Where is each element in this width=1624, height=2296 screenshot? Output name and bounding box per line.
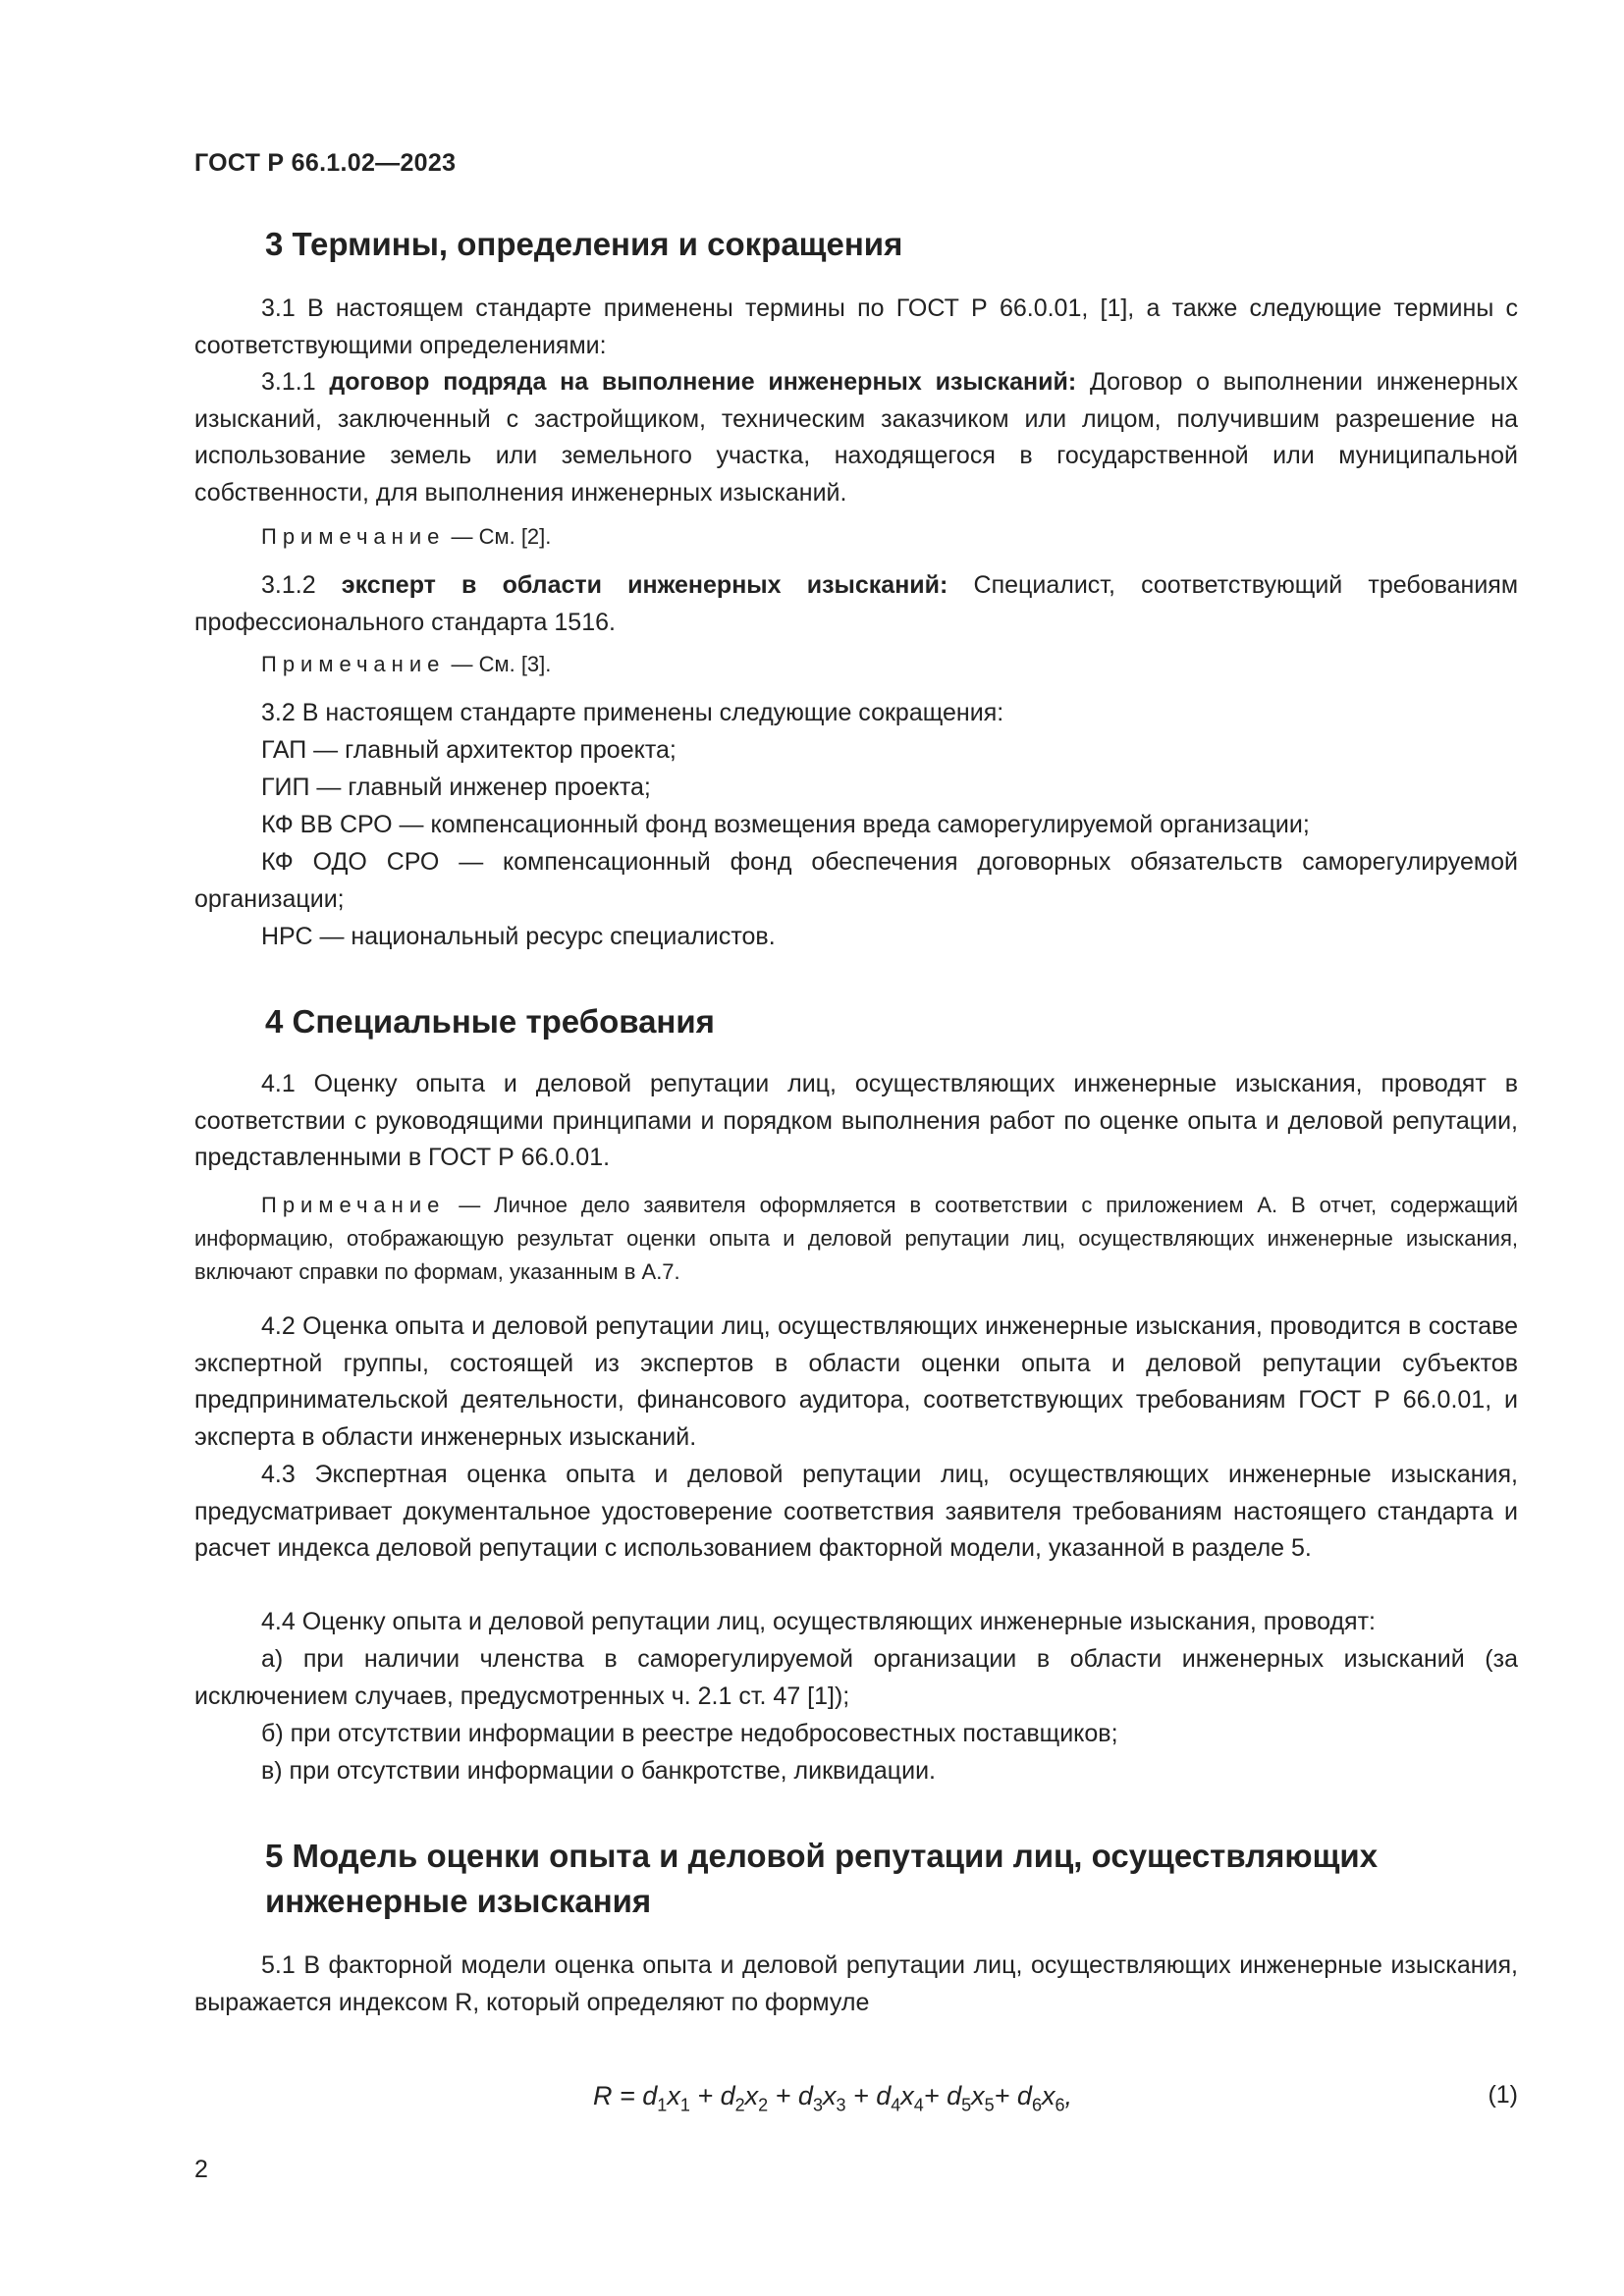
- paragraph-4-4: 4.4 Оценку опыта и деловой репутации лиц, осуществляющих инженерные изыскания, проводят:: [261, 1608, 1376, 1635]
- note-2: [261, 648, 551, 681]
- list-item-c: в) при отсутствии информации о банкротстве, ликвидации.: [261, 1757, 936, 1785]
- paragraph-4-3: 4.3 Экспертная оценка опыта и деловой репутации лиц, осуществляющих инженерные изыскания, предусматривает документальное удостоверение соответствия заявителя требованиям настоящего стандарта и расчет индекса деловой репутации с использованием факторной модели, указанной в разделе 5.: [194, 1461, 1518, 1562]
- note-text: — Личное дело заявителя оформляется в соответствии с приложением А. В отчет, содержащий информацию, отображающую результат оценки опыта и деловой репутации лиц, осуществляющих инженерные изыскания, включают справки по формам, указанным в А.7.: [194, 1193, 1518, 1284]
- list-item-b: б) при отсутствии информации в реестре недобросовестных поставщиков;: [261, 1720, 1118, 1747]
- term-number: 3.1.1: [261, 368, 316, 396]
- page-number: 2: [194, 2156, 208, 2183]
- formula-1: $R = d_1x_1 + d_2x_2 + d_3x_3 + d_4x_4+ d_5x_5+ d_6x_6$,: [593, 2081, 1072, 2115]
- abbreviation-item: НРС — национальный ресурс специалистов.: [261, 923, 776, 950]
- note-3: [194, 1189, 1518, 1289]
- paragraph-4-1: 4.1 Оценку опыта и деловой репутации лиц, осуществляющих инженерные изыскания, проводят в соответствии с руководящими принципами и порядком выполнения работ по оценке опыта и деловой репутации, представленными в ГОСТ Р 66.0.01.: [194, 1070, 1518, 1171]
- list-item-a: а) при наличии членства в саморегулируемой организации в области инженерных изысканий (за исключением случаев, предусмотренных ч. 2.1 ст. 47 [1]);: [194, 1645, 1518, 1710]
- paragraph-3-1-1: [194, 364, 1518, 511]
- section-4-title: 4 Специальные требования: [265, 1003, 715, 1040]
- section-5-title-line2: инженерные изыскания: [265, 1883, 652, 1919]
- term-number: 3.1.2: [261, 571, 316, 599]
- note-label: Примечание: [261, 652, 446, 676]
- document-header: ГОСТ Р 66.1.02—2023: [194, 149, 457, 177]
- abbreviation-item: КФ ОДО СРО — компенсационный фонд обеспечения договорных обязательств саморегулируемой организации;: [194, 848, 1518, 913]
- paragraph-3-2: 3.2 В настоящем стандарте применены следующие сокращения:: [261, 699, 1004, 726]
- note-label: Примечание: [261, 1193, 446, 1217]
- note-text: — См. [2].: [451, 524, 552, 549]
- paragraph-5-1: 5.1 В факторной модели оценка опыта и деловой репутации лиц, осуществляющих инженерные изыскания, выражается индексом R, который определяют по формуле: [194, 1951, 1518, 2016]
- section-3-title: 3 Термины, определения и сокращения: [265, 226, 903, 262]
- paragraph-3-1: 3.1 В настоящем стандарте применены термины по ГОСТ Р 66.0.01, [1], а также следующие термины с соответствующими определениями:: [194, 294, 1518, 359]
- note-text: — См. [3].: [451, 652, 552, 676]
- abbreviation-item: ГАП — главный архитектор проекта;: [261, 736, 677, 764]
- term-definition: Договор о выполнении инженерных изысканий, заключенный с застройщиком, техническим заказчиком или лицом, получившим разрешение на использование земель или земельного участка, находящегося в государственной или муниципальной собственности, для выполнения инженерных изысканий.: [194, 368, 1518, 507]
- formula-number: (1): [1488, 2081, 1518, 2109]
- paragraph-4-2: 4.2 Оценка опыта и деловой репутации лиц, осуществляющих инженерные изыскания, проводится в составе экспертной группы, состоящей из экспертов в области оценки опыта и деловой репутации субъектов предпринимательской деятельности, финансового аудитора, соответствующих требованиям ГОСТ Р 66.0.01, и эксперта в области инженерных изысканий.: [194, 1312, 1518, 1451]
- paragraph-3-1-2: [194, 567, 1518, 641]
- section-5-title: [265, 1834, 1378, 1924]
- term-definition: Специалист, соответствующий требованиям профессионального стандарта 1516.: [194, 571, 1519, 636]
- term-title: эксперт в области инженерных изысканий:: [341, 571, 948, 599]
- note-label: Примечание: [261, 524, 446, 549]
- note-1: [261, 520, 551, 554]
- abbreviation-item: ГИП — главный инженер проекта;: [261, 774, 651, 801]
- term-title: договор подряда на выполнение инженерных изысканий:: [329, 368, 1077, 396]
- abbreviation-item: КФ ВВ СРО — компенсационный фонд возмещения вреда саморегулируемой организации;: [261, 811, 1310, 838]
- section-5-title-line1: 5 Модель оценки опыта и деловой репутации лиц, осуществляющих: [265, 1838, 1379, 1874]
